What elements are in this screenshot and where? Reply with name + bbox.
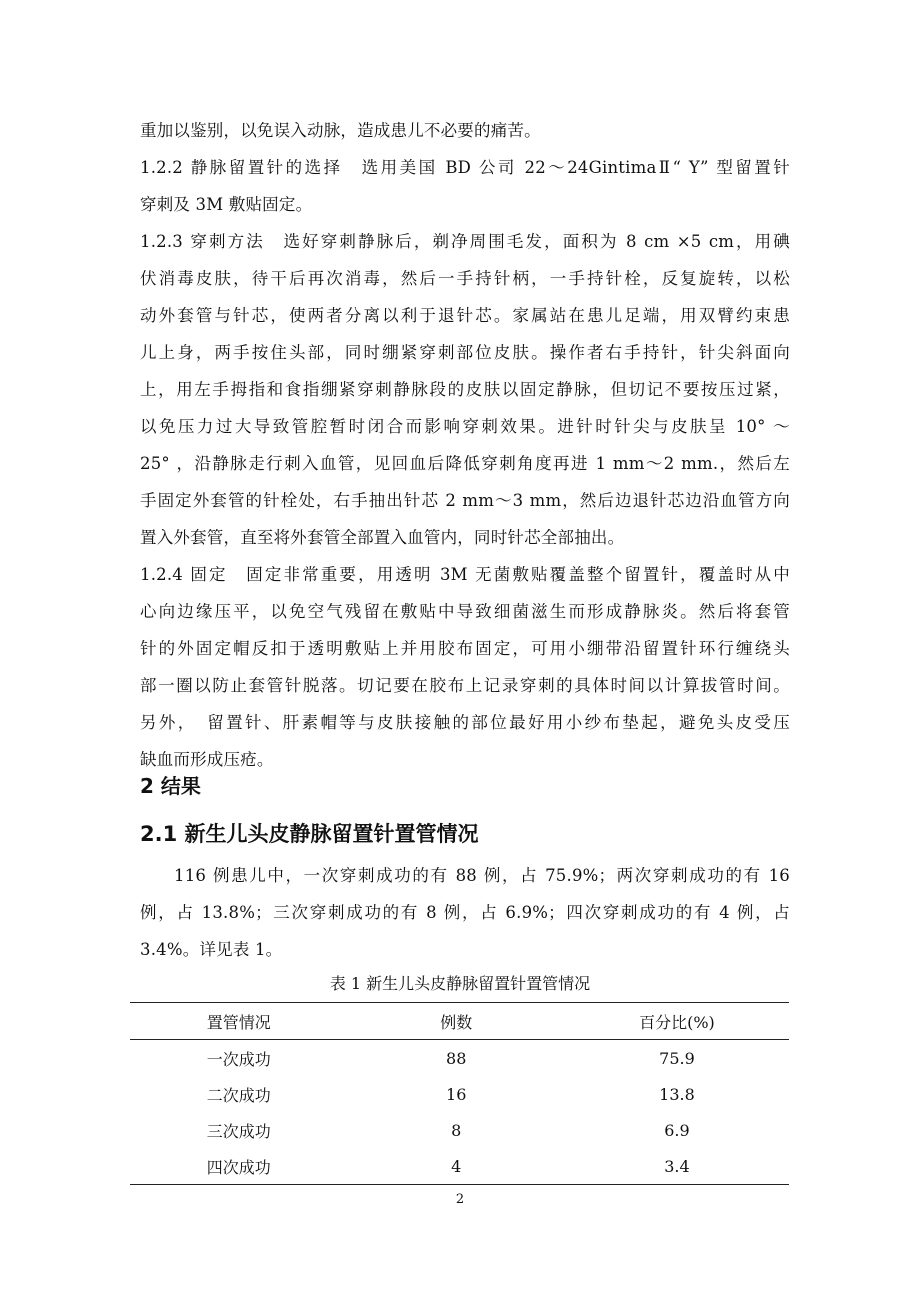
table-caption: 表 1 新生儿头皮静脉留置针置管情况 <box>329 974 591 993</box>
text-line: 3.4%。详见表 1。 <box>140 940 283 959</box>
page-number: 2 <box>455 1192 465 1207</box>
text-line: 心向边缘压平，以免空气残留在敷贴中导致细菌滋生而形成静脉炎。然后将套管 <box>140 602 790 621</box>
text-line: 针的外固定帽反扣于透明敷贴上并用胶布固定，可用小绷带沿留置针环行缠绕头 <box>140 639 790 658</box>
text-line: 缺血而形成压疮。 <box>140 750 274 769</box>
text-line: 上，用左手拇指和食指绷紧穿刺静脉段的皮肤以固定静脉，但切记不要按压过紧， <box>140 380 790 399</box>
table-cell: 3.4 <box>664 1156 690 1176</box>
table-cell: 88 <box>446 1048 467 1068</box>
table-cell: 13.8 <box>659 1084 695 1104</box>
text-line: 部一圈以防止套管针脱落。切记要在胶布上记录穿刺的具体时间以计算拔管时间。 <box>140 676 790 695</box>
subsection-heading: 2.1 新生儿头皮静脉留置针置管情况 <box>140 822 479 846</box>
text-line: 1.2.2 静脉留置针的选择 选用美国 BD 公司 22～24GintimaⅡ“ Y” 型留置针 <box>140 158 790 177</box>
table-cell: 6.9 <box>664 1120 690 1140</box>
text-line: 25° ，沿静脉走行刺入血管，见回血后降低穿刺角度再进 1 mm～2 mm.，然后左 <box>140 454 790 473</box>
text-line: 手固定外套管的针栓处，右手抽出针芯 2 mm～3 mm，然后边退针芯边沿血管方向 <box>140 491 790 510</box>
text-line: 伏消毒皮肤，待干后再次消毒，然后一手持针柄，一手持针栓，反复旋转，以松 <box>140 269 790 288</box>
table-header-row <box>130 1003 789 1040</box>
results-table <box>130 1002 789 1185</box>
section-heading: 2 结果 <box>140 774 201 798</box>
text-line: 1.2.3 穿刺方法 选好穿刺静脉后，剃净周围毛发，面积为 8 cm ×5 cm，用碘 <box>140 232 790 251</box>
table-header-cell: 例数 <box>440 1012 473 1032</box>
text-line: 动外套管与针芯，使两者分离以利于退针芯。家属站在患儿足端，用双臂约束患 <box>140 306 790 325</box>
text-line: 1.2.4 固定 固定非常重要，用透明 3M 无菌敷贴覆盖整个留置针，覆盖时从中 <box>140 565 790 584</box>
table-cell: 二次成功 <box>206 1085 271 1105</box>
table-cell: 8 <box>451 1120 462 1140</box>
text-line: 穿刺及 3M 敷贴固定。 <box>140 195 313 214</box>
table-cell: 4 <box>451 1156 462 1176</box>
table-header-cell: 百分比(%) <box>639 1012 715 1032</box>
table-row <box>130 1040 789 1077</box>
text-line: 置入外套管，直至将外套管全部置入血管内，同时针芯全部抽出。 <box>140 528 625 547</box>
table-cell: 四次成功 <box>206 1157 271 1177</box>
table-cell: 16 <box>446 1084 467 1104</box>
table-row <box>130 1112 789 1148</box>
table-cell: 一次成功 <box>206 1049 271 1069</box>
text-line: 116 例患儿中，一次穿刺成功的有 88 例，占 75.9%；两次穿刺成功的有 16 <box>174 866 790 885</box>
table-cell: 75.9 <box>659 1048 695 1068</box>
table-row <box>130 1076 789 1112</box>
text-line: 例，占 13.8%；三次穿刺成功的有 8 例，占 6.9%；四次穿刺成功的有 4 例，占 <box>140 903 790 922</box>
table-cell: 三次成功 <box>206 1121 271 1141</box>
body-text <box>140 112 790 778</box>
text-line: 以免压力过大导致管腔暂时闭合而影响穿刺效果。进针时针尖与皮肤呈 10° ～ <box>140 417 790 436</box>
results-paragraph <box>140 857 790 968</box>
text-line: 重加以鉴别，以免误入动脉，造成患儿不必要的痛苦。 <box>140 121 541 140</box>
text-line: 另外， 留置针、肝素帽等与皮肤接触的部位最好用小纱布垫起，避免头皮受压 <box>140 713 790 732</box>
table-row <box>130 1148 789 1185</box>
text-line: 儿上身，两手按住头部，同时绷紧穿刺部位皮肤。操作者右手持针，针尖斜面向 <box>140 343 790 362</box>
table-header-cell: 置管情况 <box>206 1012 271 1032</box>
